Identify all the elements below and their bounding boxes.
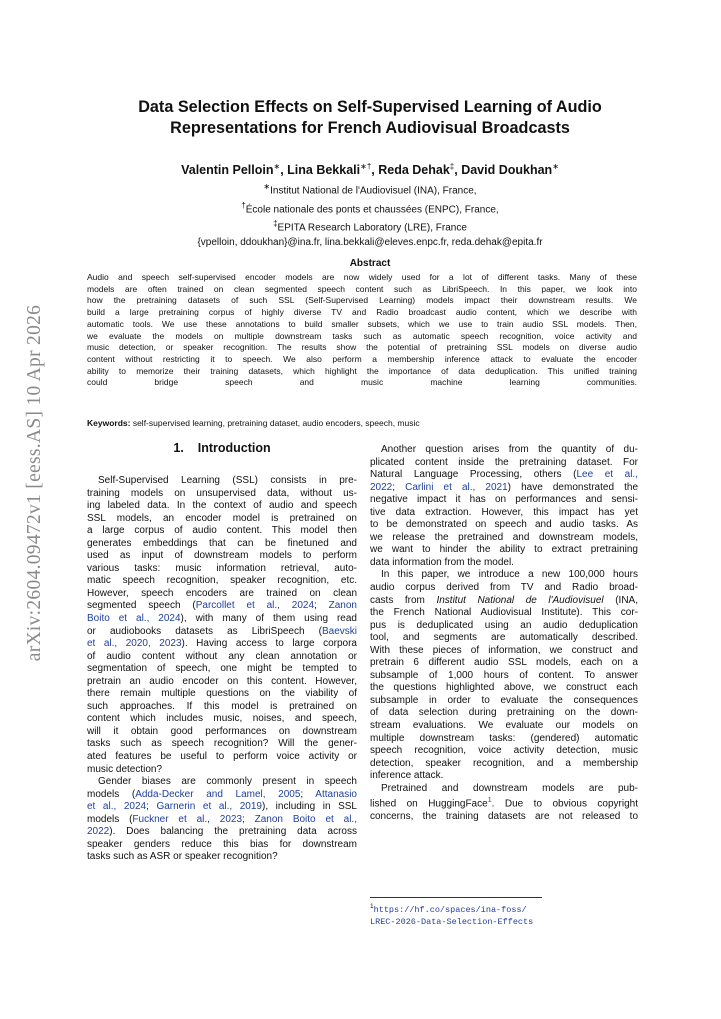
text-line: Natural Language Processing, others (Lee et al., — [370, 469, 638, 481]
affiliation-text: École nationale des ponts et chaussées (ENPC), France, — [245, 203, 499, 215]
citation-link[interactable]: et al., 2020, 2023 — [87, 638, 182, 650]
text-line: With these pieces of information, we construct and — [370, 644, 638, 656]
text-line: data information from the model. — [370, 556, 514, 568]
text-line: segmentation of speech, one might be tempted to — [87, 663, 357, 675]
affiliation — [70, 199, 670, 218]
citation-link[interactable]: Fuckner et al., 2023 — [132, 813, 242, 825]
footnote-mark: 1 — [370, 903, 374, 910]
text-line: models (Fuckner et al., 2023; Zanon Boito et al., — [87, 813, 357, 825]
abstract-line: models are often trained on clean segmented speech content such as LibriSpeech. In this paper, we look into — [87, 283, 637, 294]
text-line: subsample of 1,000 hours of content. To answer — [370, 669, 638, 681]
paper-title — [70, 97, 670, 139]
citation-link[interactable]: Parcollet et al., 2024 — [195, 600, 315, 612]
text-line: there remain multiple questions on the viability of — [87, 688, 357, 700]
footnote-link[interactable]: https://hf.co/spaces/ina-foss/ — [373, 904, 527, 915]
text-line: et al., 2024; Garnerin et al., 2019), including in SSL — [87, 801, 357, 813]
citation-link[interactable]: Zanon Boito et al., — [254, 813, 357, 825]
title-line: Representations for French Audiovisual Broadcasts — [170, 119, 570, 137]
author-mark: ‡ — [449, 162, 455, 171]
abstract-line: music detection, or speaker recognition. The results show the potential of pretraining SSL models on diverse audio — [87, 342, 637, 353]
keywords-line — [87, 418, 637, 428]
abstract-line: we evaluate the models on multiple downstream tasks such as automatic speech recognition, voice activity and — [87, 330, 637, 341]
abstract-line: how the pretraining datasets of such SSL (Self-Supervised Learning) models impact their downstream results. We — [87, 295, 637, 306]
author-name: Lina Bekkali — [287, 163, 361, 178]
citation-link[interactable]: Garnerin et al., 2019 — [156, 801, 262, 813]
text-line: multiple downstream tasks: (gendered) automatic — [370, 732, 638, 744]
text-line: tool, and segments are automatically described. — [370, 632, 638, 644]
text-line: plicated content inside the pretraining dataset. For — [370, 456, 638, 468]
text-line: such approaches. If this model is pretrained on — [87, 700, 357, 712]
text-line: various tasks: music information retrieval, auto- — [87, 562, 357, 574]
title-line: Data Selection Effects on Self-Supervised Learning of Audio — [138, 98, 602, 116]
author-name: David Doukhan — [461, 163, 553, 178]
affiliation-mark: ‡ — [273, 219, 278, 229]
citation-link[interactable]: Baevski — [321, 625, 357, 637]
citation-link[interactable]: Boito et al., 2024 — [87, 613, 181, 625]
text-line: tive data extraction. However, this impact has yet — [370, 506, 638, 518]
abstract-line: Audio and speech self-supervised encoder models are now widely used for a lot of different tasks. Many of these — [87, 272, 637, 282]
text-line: music detection? — [87, 763, 163, 775]
footnote-link[interactable]: LREC-2026-Data-Selection-Effects — [370, 916, 534, 927]
text-line: generates embeddings that can be finetuned and — [87, 537, 357, 549]
text-line: we release the pretrained and downstream models, — [370, 531, 638, 543]
text-line: SSL models, an encoder model is pretrained on — [87, 512, 357, 524]
text-line: Gender biases are commonly present in speech — [98, 776, 357, 788]
text-line: speaker genders reduce this bias for downstream — [87, 838, 357, 850]
text-line: content which includes music, noises, and speech, — [87, 713, 357, 725]
text-line: subsample in order to evaluate the consequences — [370, 694, 638, 706]
keywords-text: self-supervised learning, pretraining dataset, audio encoders, speech, music — [130, 418, 420, 428]
author-list: Valentin Pelloin∗, Lina Bekkali∗†, Reda Dehak‡, David Doukhan∗ — [181, 162, 559, 178]
text-line: the French National Audiovisual Institute). This cor- — [370, 607, 638, 619]
citation-link[interactable]: Zanon — [328, 600, 357, 612]
citation-link[interactable]: Lee et al., — [576, 469, 638, 481]
author-mark: ∗† — [360, 162, 372, 171]
text-line: of audio content without any clean annotation or — [87, 650, 357, 662]
text-line: ated features be useful to perform voice activity or — [87, 751, 357, 763]
citation-link[interactable]: Carlini et al., 2021 — [405, 481, 508, 493]
author-name: Valentin Pelloin — [181, 163, 274, 178]
text-line: pretrain 6 different audio SSL models, each on a — [370, 657, 638, 669]
abstract-body — [87, 272, 637, 389]
abstract-line: ability to memorize their training datasets, which highlight the importance of data deduplication. This unified training — [87, 365, 637, 376]
text-line: speech recognition, voice activity detection, music — [370, 745, 638, 757]
author-mark: ∗ — [552, 162, 559, 171]
text-line: In this paper, we introduce a new 100,000 hours — [381, 569, 638, 581]
abstract-heading: Abstract — [349, 258, 391, 269]
text-line: of data selection during pretraining on the down- — [370, 707, 638, 719]
author-name: Reda Dehak — [378, 163, 450, 178]
affiliation-mark: ∗ — [263, 182, 271, 191]
citation-link[interactable]: Attanasio — [315, 788, 357, 800]
text-line: Another question arises from the quantity of du- — [381, 444, 638, 455]
text-line: used as input of downstream models to perform — [87, 550, 357, 562]
left-column — [87, 475, 357, 864]
section-title: Introduction — [197, 441, 271, 455]
text-line: pretrain an audio encoder on this content. However, — [87, 675, 357, 687]
text-line: Pretrained and downstream models are pub- — [381, 782, 638, 794]
text-line: tasks such as speech recognition? Will the gener- — [87, 738, 357, 750]
citation-link[interactable]: Adda-Decker and Lamel, 2005 — [135, 788, 301, 800]
abstract-line: automatic tools. We use these annotations to build smaller subsets, which we use to train audio SSL models. Then, — [87, 318, 637, 329]
text-line: negative impact it has on performances and sensi- — [370, 494, 638, 506]
text-line: training models on unsupervised data, without us- — [87, 487, 357, 499]
text-line: models (Adda-Decker and Lamel, 2005; Attanasio — [87, 788, 357, 800]
text-line: et al., 2020, 2023). Having access to large corpora — [87, 638, 357, 650]
footnote-ref[interactable]: 1 — [487, 797, 492, 805]
text-line: segmented speech (Parcollet et al., 2024; Zanon — [87, 600, 357, 612]
emphasis-text: Institut National de l'Audiovisuel — [436, 594, 604, 606]
text-line: stream evaluations. We evaluate our models on — [370, 720, 638, 732]
affiliation-list — [70, 180, 670, 250]
text-line: casts from Institut National de l'Audiovisuel (INA, — [370, 594, 638, 606]
text-line: Boito et al., 2024), with many of them using read — [87, 613, 357, 625]
text-line: matic speech recognition, speaker recognition, etc. — [87, 575, 357, 587]
abstract-line: build a large pretraining corpus of highly diverse TV and Radio broadcast audio content, which we describe with — [87, 307, 637, 318]
text-line: However, speech encoders are trained on clean — [87, 587, 357, 599]
abstract-line: content without restricting it to speech. We also perform a membership inference attack to evaluate the encoder — [87, 353, 637, 364]
author-mark: ∗ — [273, 162, 281, 171]
text-line: concerns, the training datasets are not released to — [370, 811, 638, 823]
text-line: to be demonstrated on speech and audio tasks. As — [370, 519, 638, 531]
section-heading — [87, 441, 357, 455]
affiliation — [70, 180, 670, 199]
email-text: {vpelloin, ddoukhan}@ina.fr, lina.bekkali@eleves.enpc.fr, reda.dehak@epita.fr — [197, 236, 543, 248]
affiliation-mark: † — [241, 200, 246, 210]
text-line: 2022). Does balancing the pretraining data across — [87, 826, 357, 838]
text-line: inference attack. — [370, 770, 444, 782]
section-number: 1. — [173, 441, 184, 455]
footnote-line — [370, 901, 533, 916]
author-emails — [70, 236, 670, 250]
text-line: Self-Supervised Learning (SSL) consists in pre- — [98, 475, 357, 486]
keywords-label: Keywords: — [87, 418, 131, 428]
text-line: ing labeled data. In the context of audio and speech — [87, 500, 357, 512]
text-line: the questions highlighted above, we construct each — [370, 682, 638, 694]
text-line: or audiobooks datasets as LibriSpeech (Baevski — [87, 625, 357, 637]
text-line: detection, speaker recognition, and a membership — [370, 757, 638, 769]
citation-link[interactable]: 2022 — [370, 481, 393, 493]
arxiv-identifier: arXiv:2604.09472v1 [eess.AS] 10 Apr 2026 — [24, 304, 45, 662]
text-line: we want to hinder the ability to extract pretraining — [370, 544, 638, 556]
affiliation — [70, 217, 670, 236]
citation-link[interactable]: 2022 — [87, 826, 110, 838]
text-line: a large corpus of audio content. This model then — [87, 525, 357, 537]
text-line: pus is deduplicated using an audio deduplication — [370, 619, 638, 631]
footnote-line — [370, 916, 533, 928]
text-line: tasks such as ASR or speaker recognition? — [87, 851, 278, 863]
right-column — [370, 444, 638, 824]
arxiv-sidebar-stamp — [20, 288, 50, 678]
footnote-rule — [370, 897, 542, 898]
affiliation-text: Institut National de l'Audiovisuel (INA), France, — [270, 185, 477, 197]
text-line: audio corpus derived from TV and Radio broad- — [370, 582, 638, 594]
abstract-line: could bridge speech and music machine learning communities. — [87, 377, 637, 388]
text-line: 2022; Carlini et al., 2021) have demonstrated the — [370, 481, 639, 493]
footnote — [370, 901, 533, 928]
text-line: lished on HuggingFace$^1$. Due to obvious copyright — [370, 797, 638, 810]
citation-link[interactable]: et al., 2024 — [87, 801, 147, 813]
affiliation-text: EPITA Research Laboratory (LRE), France — [277, 222, 467, 234]
text-line: will it obtain good performances on downstream — [87, 725, 357, 737]
